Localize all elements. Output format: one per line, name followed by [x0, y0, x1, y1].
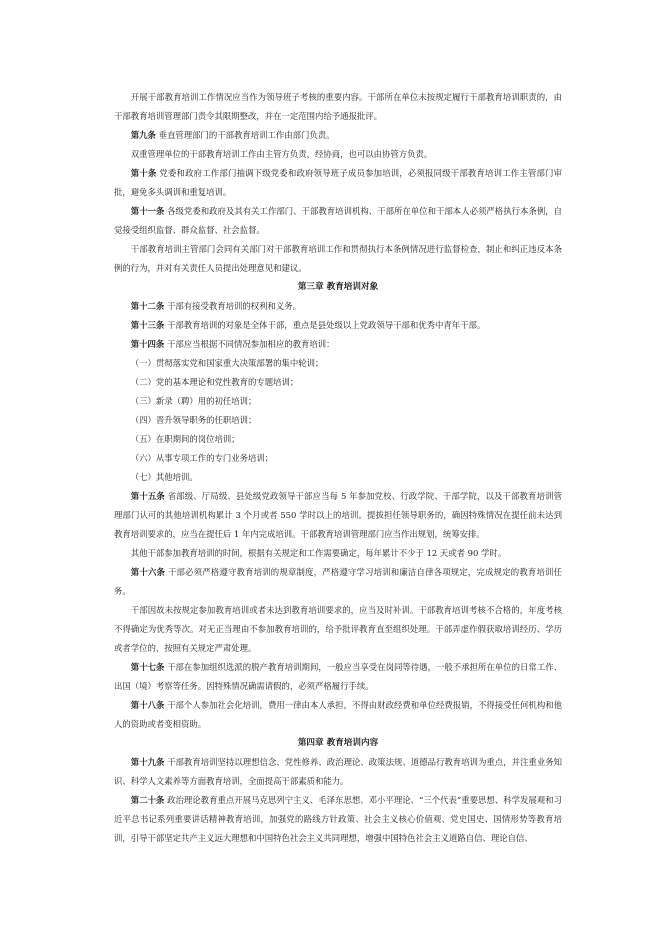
list-item: （七）其他培训。 — [130, 472, 198, 482]
article-paragraph — [114, 164, 562, 202]
article-label: 第十九条 — [130, 757, 165, 767]
article-paragraph — [114, 316, 562, 335]
article-paragraph — [114, 335, 562, 354]
chapter-heading: 第四章 教育培训内容 — [297, 738, 379, 748]
paragraph-text: 干部教育培训主管部门会同有关部门对干部教育培训工作和贯彻执行本条例情况进行监督检查，制止和纠正违反本条例的行为，并对有关责任人员提出处理意见和建议。 — [114, 244, 562, 273]
list-item: （二）党的基本理论和党性教育的专题培训； — [130, 377, 299, 387]
article-paragraph — [114, 753, 562, 791]
article-paragraph — [114, 126, 562, 145]
paragraph-text: 开展干部教育培训工作情况应当作为领导班子考核的重要内容。干部所在单位未按规定履行干部教育培训职责的，由干部教育培训管理部门责令其限期整改，并在一定范围内给予通报批评。 — [114, 92, 562, 121]
paragraph-text: 干部教育培训坚持以理想信念、党性修养、政治理论、政策法规、道德品行教育培训为重点，并注重业务知识、科学人文素养等方面教育培训，全面提高干部素质和能力。 — [114, 757, 563, 786]
article-label: 第十一条 — [130, 206, 165, 216]
paragraph — [114, 544, 562, 563]
article-label: 第十七条 — [130, 662, 165, 672]
article-label: 第十二条 — [130, 301, 165, 311]
article-label: 第十条 — [130, 168, 157, 178]
paragraph — [114, 145, 562, 164]
article-label: 第十八条 — [130, 700, 165, 710]
article-paragraph — [114, 202, 562, 240]
paragraph — [114, 240, 562, 278]
article-label: 第十三条 — [130, 320, 165, 330]
paragraph — [114, 88, 562, 126]
paragraph — [114, 601, 562, 658]
article-paragraph — [114, 658, 562, 696]
article-label: 第二十条 — [130, 795, 165, 805]
paragraph-text: 干部应当根据不同情况参加相应的教育培训： — [164, 339, 335, 349]
article-label: 第十六条 — [130, 567, 166, 577]
article-label: 第九条 — [130, 130, 156, 140]
paragraph-text: 干部因故未按规定参加教育培训或者未达到教育培训要求的，应当及时补训。干部教育培训考核不合格的，年度考核不得确定为优秀等次。对无正当理由不参加教育培训的，给予批评教育直至组织处理。干部弄虚作假获取培训经历、学历或者学位的，按照有关规定严肃处理。 — [114, 605, 562, 653]
paragraph-text: 其他干部参加教育培训的时间，根据有关规定和工作需要确定，每年累计不少于 12 天或者 90 学时。 — [130, 548, 507, 558]
paragraph-text: 垂直管理部门的干部教育培训工作由部门负责。 — [155, 130, 335, 140]
paragraph-text: 干部个人参加社会化培训，费用一律由本人承担，不得由财政经费和单位经费报销，不得接受任何机构和他人的资助或者变相资助。 — [114, 700, 563, 729]
list-item: （六）从事专项工作的专门业务培训； — [130, 453, 274, 463]
chapter-heading: 第三章 教育培训对象 — [297, 282, 379, 292]
article-paragraph — [114, 791, 562, 848]
list-item: （三）新录（聘）用的初任培训； — [130, 396, 257, 406]
paragraph-text: 干部教育培训的对象是全体干部，重点是县处级以上党政领导干部和优秀中青年干部。 — [164, 320, 486, 330]
paragraph-text: 省部级、厅局级、县处级党政领导干部应当每 5 年参加党校、行政学院、干部学院，以及干部教育培训管理部门认可的其他培训机构累计 3 个月或者 550 学时以上的培训。提拔担任领导职务的，确因特殊情况在提任前未达到教育培训要求的，应当在提任后 1 年内完成培训。干部教育培训管理部门应当作出规划，统筹安排。 — [114, 491, 563, 539]
paragraph-text: 双重管理单位的干部教育培训工作由主管方负责，经协商，也可以由协管方负责。 — [130, 149, 433, 159]
article-label: 第十四条 — [130, 339, 165, 349]
paragraph-text: 各级党委和政府及其有关工作部门、干部教育培训机构、干部所在单位和干部本人必须严格执行本条例，自觉接受组织监督、群众监督、社会监督。 — [114, 206, 563, 235]
paragraph-text: 干部在参加组织选派的脱产教育培训期间，一般应当享受在岗同等待遇，一般不承担所在单位的日常工作、出国（境）考察等任务。因特殊情况确需请假的，必须严格履行手续。 — [114, 662, 563, 691]
paragraph-text: 政治理论教育重点开展马克思列宁主义、毛泽东思想、邓小平理论、“三个代表”重要思想、科学发展观和习近平总书记系列重要讲话精神教育培训，加强党的路线方针政策、社会主义核心价值观、党史国史、国情形势等教育培训，引导干部坚定共产主义远大理想和中国特色社会主义共同理想，增强中国特色社会主义道路自信、理论自信、 — [114, 795, 562, 843]
paragraph-text: 党委和政府工作部门抽调下级党委和政府领导班子成员参加培训，必须报同级干部教育培训工作主管部门审批，避免多头调训和重复培训。 — [114, 168, 562, 197]
article-paragraph — [114, 563, 562, 601]
paragraph-text: 干部有接受教育培训的权利和义务。 — [164, 301, 301, 311]
article-paragraph — [114, 487, 562, 544]
list-item: （四）晋升领导职务的任职培训； — [130, 415, 257, 425]
article-label: 第十五条 — [130, 491, 165, 501]
article-paragraph — [114, 696, 562, 734]
list-item: （一）贯彻落实党和国家重大决策部署的集中轮训； — [130, 358, 324, 368]
document-body — [114, 88, 562, 848]
list-item: （五）在职期间的岗位培训； — [130, 434, 240, 444]
article-paragraph — [114, 297, 562, 316]
paragraph-text: 干部必须严格遵守教育培训的规章制度，严格遵守学习培训和廉洁自律各项规定，完成规定的教育培训任务。 — [114, 567, 563, 596]
